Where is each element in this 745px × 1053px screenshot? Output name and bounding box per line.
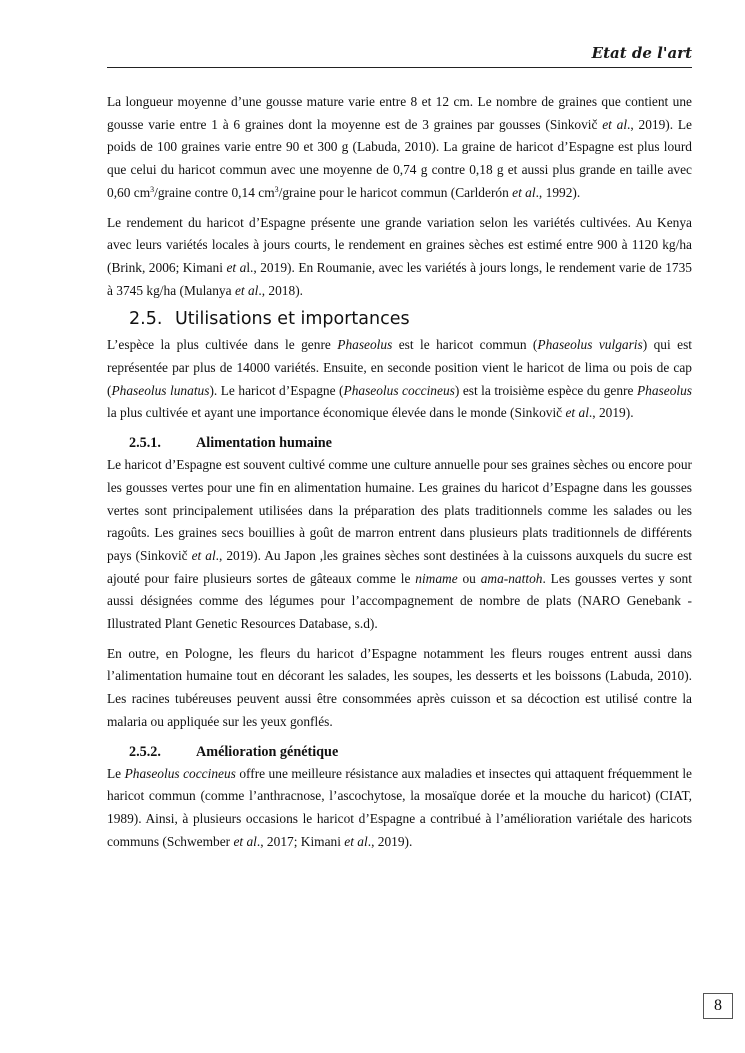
- section-heading-2-5: 2.5. Utilisations et importances: [129, 309, 410, 330]
- paragraph-species: L’espèce la plus cultivée dans le genre Phaseolus est le haricot commun (Phaseolus vulgaris) qui est représentée par plus de 14000 variétés. Ensuite, en seconde position vient le haricot de lima ou pois de cap (Phaseolus lunatus). Le haricot d’Espagne (Phaseolus coccineus) est la troisième espèce du genre Phaseolus la plus cultivée et ayant une importance économique élevée dans le monde (Sinkovič et al., 2019).: [107, 337, 693, 421]
- running-header-title: Etat de l'art: [591, 44, 692, 62]
- paragraph-flowers: En outre, en Pologne, les fleurs du haricot d’Espagne notamment les fleurs rouges entrent aussi dans l’alimentation humaine tout en décorant les salades, les soupes, les desserts et les boissons (Labuda, 2010). Les racines tubéreuses peuvent aussi être consommées après cuisson et sa décoction est utilisé contre la malaria ou appliquée sur les yeux gonflés.: [107, 645, 692, 729]
- header-divider: [107, 67, 692, 68]
- paragraph-pod-size: La longueur moyenne d’une gousse mature varie entre 8 et 12 cm. Le nombre de graines que contient une gousse varie entre 1 à 6 graines dont la moyenne est de 3 graines par gousses (Sinkovič et al., 2019). Le poids de 100 graines varie entre 90 et 300 g (Labuda, 2010). La graine de haricot d’Espagne est plus lourd que celui du haricot commun avec une moyenne de 0,74 g contre 0,18 g et aussi plus grande en taille avec 0,60 $cm^3$/graine contre 0,14 $cm^3$/graine pour le haricot commun (Carlderón et al., 1992).: [107, 94, 692, 200]
- paragraph-human-food: Le haricot d’Espagne est souvent cultivé comme une culture annuelle pour ses graines sèches ou encore pour les gousses vertes pour une fin en alimentation humaine. Les graines du haricot d’Espagne dans les gousses vertes sont principalement utilisées dans la préparation des plats traditionnels comme les salades ou les ragoûts. Les graines secs bouillies à goût de marron entrent dans plusieurs plats traditionnels de différents pays (Sinkovič et al., 2019). Au Japon ,les graines sèches sont destinées à la cuissons auxquels du sucre est ajouté pour faire plusieurs sortes de gâteaux comme le nimame ou ama-nattoh. Les gousses vertes y sont aussi désignées comme des légumes pour l’accompagnement de nombre de plats (NARO Genebank - Illustrated Plant Genetic Resources Database, s.d).: [107, 457, 692, 632]
- paragraph-genetic-improvement: Le Phaseolus coccineus offre une meilleure résistance aux maladies et insectes qui attaquent fréquemment le haricot commun (comme l’anthracnose, l’ascochytose, la mosaïque dorée et la mouche du haricot) (CIAT, 1989). Ainsi, à plusieurs occasions le haricot d’Espagne a contribué à l’amélioration variétale des haricots communs (Schwember et al., 2017; Kimani et al., 2019).: [107, 765, 692, 849]
- page-body: [107, 91, 692, 853]
- paragraph-yield: Le rendement du haricot d’Espagne présente une grande variation selon les variétés cultivées. Au Kenya avec leurs variétés locales à jours courts, le rendement en graines sèches est estimé entre 900 à 1120 kg/ha (Brink, 2006; Kimani et al., 2019). En Roumanie, avec les variétés à jours longs, le rendement varie de 1735 à 3745 kg/ha (Mulanya et al., 2018).: [107, 214, 692, 298]
- section-heading-2-5-1: 2.5.1. Alimentation humaine: [129, 435, 332, 452]
- page-number: 8: [703, 993, 733, 1019]
- section-heading-2-5-2: 2.5.2. Amélioration génétique: [129, 743, 339, 760]
